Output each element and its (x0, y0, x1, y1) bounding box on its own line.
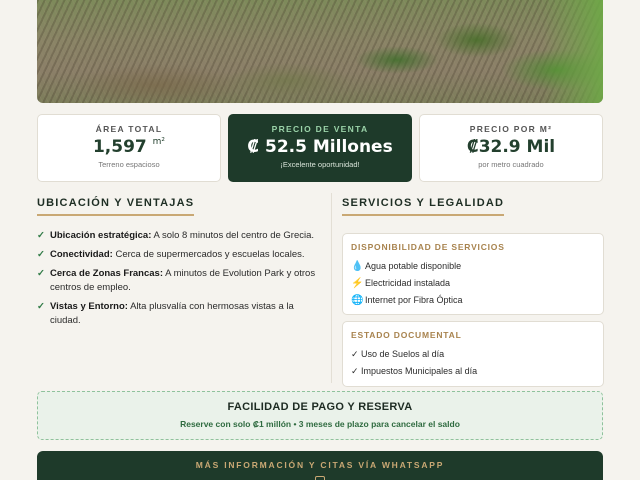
service-text: Internet por Fibra Óptica (365, 295, 463, 305)
advantages-list (37, 229, 322, 328)
stat-sub: Terreno espacioso (98, 160, 160, 169)
list-item (37, 229, 322, 243)
services-box (342, 233, 604, 315)
document-item: ✓ Impuestos Municipales al día (351, 366, 478, 376)
stat-label: ÁREA TOTAL (95, 124, 163, 134)
whatsapp-cta[interactable] (37, 451, 603, 480)
check-icon: ✓ (37, 230, 45, 241)
stat-value (38, 137, 220, 157)
whatsapp-icon[interactable] (315, 476, 325, 480)
whatsapp-title[interactable]: MÁS INFORMACIÓN Y CITAS VÍA WHATSAPP (195, 460, 445, 470)
service-text: Electricidad instalada (365, 278, 451, 288)
payment-box (37, 391, 603, 440)
stat-label: PRECIO DE VENTA (271, 124, 369, 134)
item-body: Cerca de supermercados y escuelas locales. (112, 249, 305, 260)
payment-title: FACILIDAD DE PAGO Y RESERVA (227, 401, 413, 413)
service-item (351, 275, 595, 292)
service-text: Agua potable disponible (365, 261, 462, 271)
item-heading: Ubicación estratégica: (50, 230, 152, 241)
globe-icon: 🌐 (351, 295, 364, 306)
stat-value: ₡32.9 Mil (466, 137, 556, 157)
service-item (351, 292, 595, 309)
stat-price (228, 114, 412, 182)
water-drop-icon: 💧 (351, 261, 364, 272)
stat-sub: por metro cuadrado (478, 160, 544, 169)
check-icon: ✓ (37, 301, 45, 312)
column-divider (331, 193, 332, 383)
item-heading: Cerca de Zonas Francas: (50, 268, 163, 279)
photo-grass-area (543, 0, 603, 103)
item-body: A solo 8 minutos del centro de Grecia. (151, 230, 315, 241)
property-photo (37, 0, 603, 103)
stat-sub: ¡Excelente oportunidad! (280, 160, 360, 169)
location-section (37, 193, 322, 333)
check-icon: ✓ (37, 249, 45, 260)
section-title: SERVICIOS Y LEGALIDAD (342, 197, 504, 216)
box-title: ESTADO DOCUMENTAL (351, 330, 462, 340)
document-item: ✓ Uso de Suelos al día (351, 349, 445, 359)
stat-label: PRECIO POR M² (469, 124, 553, 134)
item-text (50, 229, 314, 243)
stat-price-per-m2 (419, 114, 603, 182)
item-heading: Vistas y Entorno: (50, 301, 128, 312)
area-value: 1,597 (92, 137, 147, 157)
service-item (351, 258, 595, 275)
box-title: DISPONIBILIDAD DE SERVICIOS (351, 242, 505, 252)
lightning-icon: ⚡ (351, 278, 364, 289)
stat-area (37, 114, 221, 182)
item-text (50, 248, 305, 262)
item-heading: Conectividad: (50, 249, 113, 260)
list-item (37, 248, 322, 262)
section-title: UBICACIÓN Y VENTAJAS (37, 197, 194, 216)
services-section (342, 193, 604, 387)
item-body: Alta plusvalía con hermosas vistas a la ciudad. (50, 301, 294, 326)
payment-subtitle: Reserve con solo ₡1 millón • 3 meses de plazo para cancelar el saldo (180, 419, 460, 429)
list-item (37, 267, 322, 295)
check-icon: ✓ (37, 268, 45, 279)
stat-value: ₡ 52.5 Millones (247, 137, 393, 157)
list-item (37, 300, 322, 328)
item-text (50, 267, 322, 295)
item-body: A minutos de Evolution Park y otros centros de empleo. (50, 268, 316, 293)
item-text (50, 300, 322, 328)
area-unit: m² (152, 137, 166, 147)
documents-box (342, 321, 604, 387)
stats-row (37, 114, 603, 182)
